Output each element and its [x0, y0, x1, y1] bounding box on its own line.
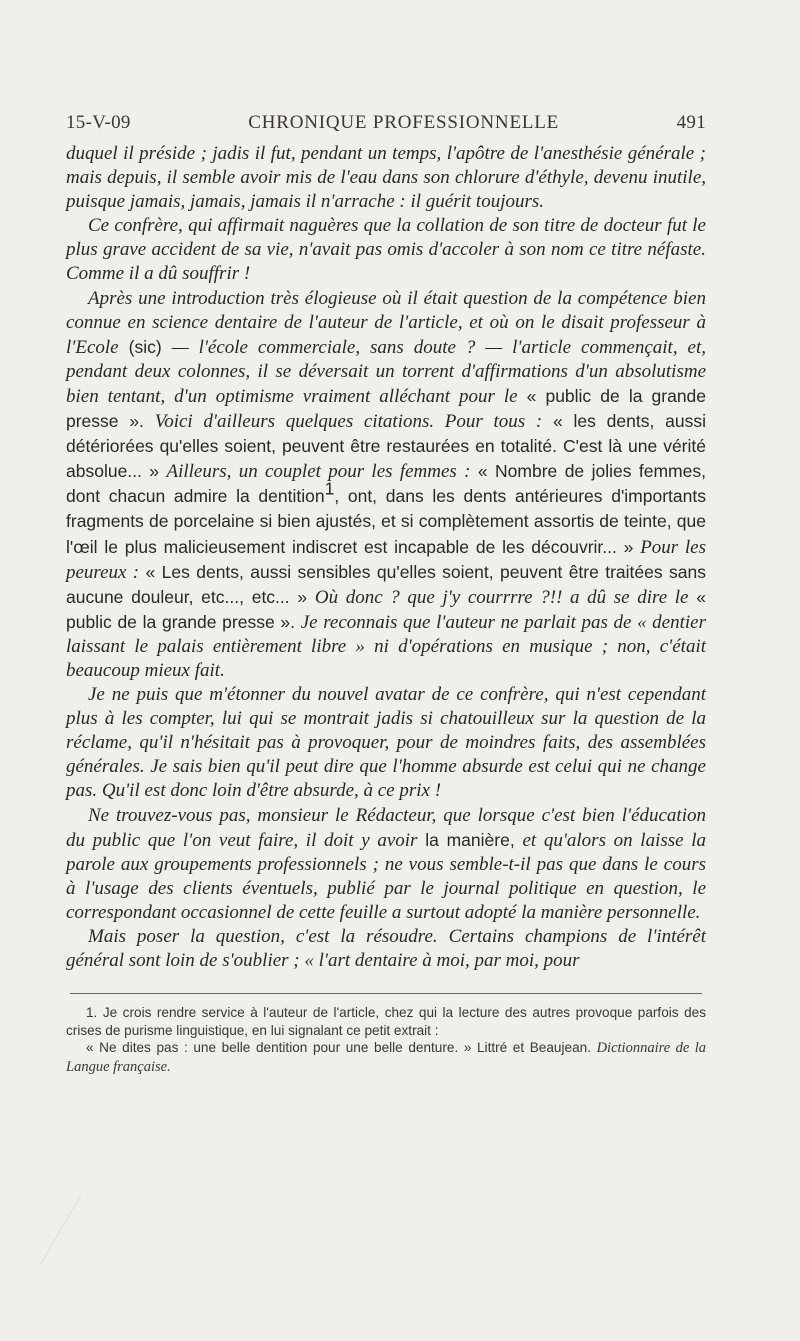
paragraph-3-text-c: — l'école commerciale, sans doute ? — l'article commençait, et, pendant deux colonnes, il se déversait un torrent d'affirmations d'un absolutisme bien tentant, d'un optimisme vraiment alléchant pour le	[66, 336, 706, 407]
paragraph-3-text-j: Pour les peureux :	[66, 536, 706, 583]
book-page	[66, 112, 706, 1076]
quote-dents: « les dents, aussi détériorées qu'elles soient, peuvent être restaurées en totalité. C'est là une vérité absolue... »	[66, 411, 706, 482]
footnote-quote-text: « Ne dites pas : une belle dentition pour une belle denture. » Littré et Beaujean.	[86, 1040, 597, 1056]
paragraph-3-text-e: Voici d'ailleurs quelques citations. Pour tous :	[154, 411, 543, 433]
paragraph-2	[66, 214, 706, 286]
la-maniere: la manière,	[417, 829, 523, 850]
paragraph-1-text: duquel il préside ; jadis il fut, pendant un temps, l'apôtre de l'anesthésie générale ; mais depuis, il semble avoir mis de l'eau dans son chlorure d'éthyle, devenu inutile, puisque jamais, jamais, jamais il n'arrache : il guérit toujours.	[66, 143, 706, 213]
paragraph-3	[66, 287, 706, 684]
paragraph-2-text: Ce confrère, qui affirmait naguères que la collation de son titre de docteur fut le plus grave accident de sa vie, n'avait pas omis d'accoler à son nom ce titre néfaste. Comme il a dû souffrir !	[66, 215, 706, 285]
paragraph-3-text-n: Je reconnais que l'auteur ne parlait pas de « dentier laissant le palais entièrement libre » ni d'opérations en musique ; non, c'était beaucoup mieux fait.	[66, 611, 706, 681]
footnote-rule	[70, 993, 702, 994]
quote-femmes-cont: , ont, dans les dents antérieures d'importants fragments de porcelaine si bien ajustés, et si complètement assortis de teinte, que l'œil le plus malicieusement indiscret est incapable de les découvrir... »	[66, 486, 706, 557]
running-head	[66, 112, 706, 134]
paragraph-4-text: Je ne puis que m'étonner du nouvel avatar de ce confrère, qui n'est cependant plus à les compter, lui qui se montrait jadis si chatouilleux sur la question de la réclame, qu'il n'hésitait pas à provoquer, pour de moindres faits, des assemblées générales. Je sais bien qu'il peut dire que l'homme absurde est celui qui ne change pas. Qu'il est donc loin d'être absurde, à ce prix !	[66, 684, 706, 802]
quote-femmes: « Nombre de jolies femmes, dont chacun admire la dentition	[66, 461, 706, 507]
paper-mark	[40, 1195, 141, 1265]
paragraph-3-text-g: Ailleurs, un couplet pour les femmes :	[166, 461, 471, 483]
paragraph-3-text-l: Où donc ? que j'y courrrre ?!! a dû se dire le	[314, 586, 689, 608]
footnote-ref: 1	[324, 478, 335, 499]
sic-note: (sic)	[118, 336, 172, 357]
paragraph-5-text-a: Ne trouvez-vous pas, monsieur le Rédacteur, que lorsque c'est bien l'éducation du public que l'on veut faire, il doit y avoir	[66, 804, 706, 851]
paragraph-6-text: Mais poser la question, c'est la résoudre. Certains champions de l'intérêt général sont loin de s'oublier ; « l'art dentaire à moi, par moi, pour	[66, 926, 706, 972]
footnote-1-text: 1. Je crois rendre service à l'auteur de l'article, chez qui la lecture des autres provoque parfois des crises de purisme linguistique, en lui signalant ce petit extrait :	[66, 1005, 706, 1038]
header-date: 15-V-09	[66, 112, 131, 133]
paragraph-6	[66, 925, 706, 973]
paragraph-5	[66, 804, 706, 925]
footnotes	[66, 1004, 706, 1076]
article-body	[66, 142, 706, 973]
paragraph-3-text-a: Après une introduction très élogieuse où il était question de la compétence bien connue en science dentaire de l'auteur de l'article, et où on le disait professeur à l'Ecole	[66, 287, 706, 358]
page-number: 491	[676, 112, 706, 133]
paragraph-5-text-c: et qu'alors on laisse la parole aux groupements professionnels ; ne vous semble-t-il pas que dans le cours à l'usage des clients éventuels, publié par le journal politique en question, le correspondant occasionnel de cette feuille a surtout adopté la manière personnelle.	[66, 829, 707, 923]
quote-public-2: « public de la grande presse ».	[66, 586, 706, 632]
footnote-1	[66, 1004, 706, 1039]
footnote-1-quote	[66, 1039, 706, 1076]
quote-public: « public de la grande presse ».	[66, 385, 707, 432]
footnote-source-title: Dictionnaire de la Langue française.	[66, 1040, 707, 1075]
paragraph-4	[66, 683, 706, 803]
quote-peureux: « Les dents, aussi sensibles qu'elles soient, peuvent être traitées sans aucune douleur, etc..., etc... »	[66, 561, 706, 607]
paragraph-1	[66, 142, 706, 214]
header-title: CHRONIQUE PROFESSIONNELLE	[248, 112, 560, 133]
